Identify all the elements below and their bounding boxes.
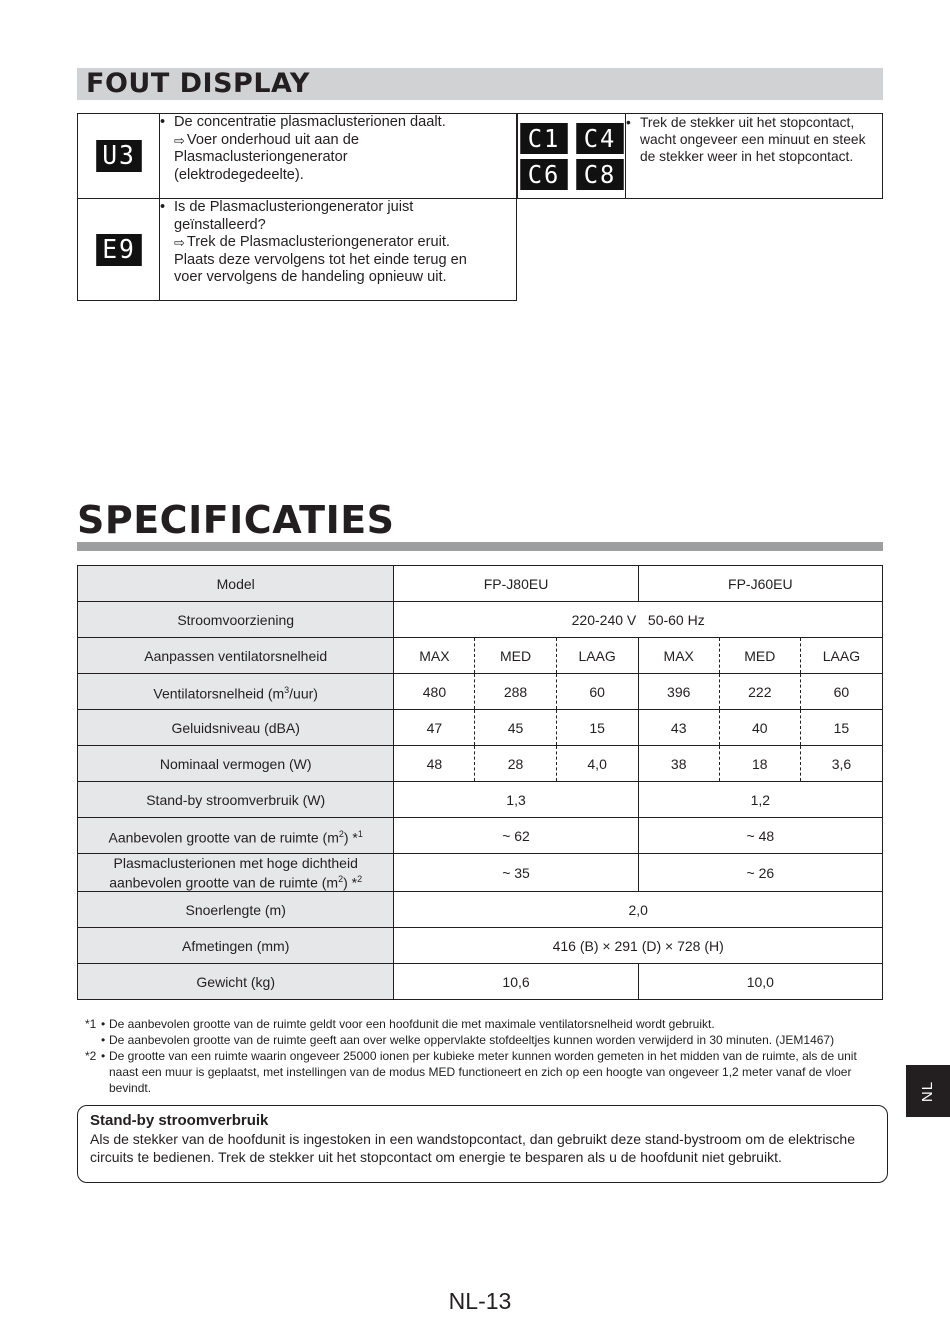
error-code-u3: U3 xyxy=(96,140,142,172)
error-code-c1: C1 xyxy=(520,123,568,154)
error-code-e9: E9 xyxy=(96,234,142,266)
error-description-e9: • Is de Plasmaclusteriongenerator juist geïnstalleerd? ⇨ Trek de Plasmaclusteriongenerator eruit. Plaats deze vervolgens tot het einde terug en voer vervolgens de handeling opnieuw uit. xyxy=(160,199,517,301)
language-tab: NL xyxy=(906,1065,950,1117)
spec-row-noise: Geluidsniveau (dBA) 47 45 15 43 40 15 xyxy=(78,710,883,746)
standby-info-title: Stand-by stroomverbruik xyxy=(90,1112,269,1129)
error-description-c-codes: • Trek de stekker uit het stopcontact, wacht ongeveer een minuut en steek de stekker weer in het stopcontact. xyxy=(626,114,883,199)
specificaties-title: SPECIFICATIES xyxy=(77,498,395,542)
fout-display-title: FOUT DISPLAY xyxy=(86,68,310,99)
spec-row-rated-power: Nominaal vermogen (W) 48 28 4,0 38 18 3,6 xyxy=(78,746,883,782)
error-codes-cell xyxy=(518,114,626,199)
error-table-left xyxy=(77,113,517,301)
footnotes xyxy=(85,1016,885,1096)
error-code-cell xyxy=(78,114,160,199)
fout-display-header xyxy=(77,68,883,100)
error-code-c6: C6 xyxy=(520,159,568,190)
arrow-icon: ⇨ xyxy=(174,235,185,250)
spec-row-cord-length: Snoerlengte (m) 2,0 xyxy=(78,892,883,928)
spec-row-weight: Gewicht (kg) 10,6 10,0 xyxy=(78,964,883,1000)
spec-row-standby: Stand-by stroomverbruik (W) 1,3 1,2 xyxy=(78,782,883,818)
page-number: NL-13 xyxy=(448,1288,512,1314)
standby-info-text: Als de stekker van de hoofdunit is ingestoken in een wandstopcontact, dan gebruikt deze stand-bystroom om de elektrische circuits te bedienen. Trek de stekker uit het stopcontact om energie te besparen als u de hoofdunit niet gebruikt. xyxy=(90,1131,856,1165)
spec-row-room-size-high-density: Plasmaclusterionen met hoge dichtheid aanbevolen grootte van de ruimte $(m^2)$ *$^2$ ~ 35 ~ 26 xyxy=(78,854,883,892)
error-description-u3: • De concentratie plasmaclusterionen daalt. ⇨ Voer onderhoud uit aan de Plasmaclusteriongenerator (elektrodegedeelte). xyxy=(160,114,517,199)
spec-row-dimensions: Afmetingen (mm) 416 (B) × 291 (D) × 728 (H) xyxy=(78,928,883,964)
footnote-2: *2 • De grootte van een ruimte waarin ongeveer 25000 ionen per kubieke meter kunnen worden gemeten in het midden van de ruimte, als de unit naast een muur is geplaatst, met instellingen van de modus MED functioneert en zich op een hoogte van ongeveer 1,2 meter vanaf de vloer bevindt. xyxy=(85,1049,857,1095)
spec-table xyxy=(77,565,883,1000)
spec-row-model: Model FP-J80EU FP-J60EU xyxy=(78,566,883,602)
error-code-cell xyxy=(78,199,160,301)
spec-row-fan-speed: Ventilatorsnelheid $(m^3/uur)$ 480 288 60 396 222 60 xyxy=(78,674,883,710)
standby-info-box xyxy=(77,1105,888,1183)
spec-row-power-supply: Stroomvoorziening 220-240 V 50-60 Hz xyxy=(78,602,883,638)
footnote-1a: *1 • De aanbevolen grootte van de ruimte geldt voor een hoofdunit die met maximale ventilatorsnelheid wordt gebruikt. xyxy=(85,1017,715,1031)
error-code-c4: C4 xyxy=(576,123,624,154)
spec-row-fan-setting: Aanpassen ventilatorsnelheid MAX MED LAAG MAX MED LAAG xyxy=(78,638,883,674)
error-table-right xyxy=(517,113,883,199)
error-code-c8: C8 xyxy=(576,159,624,190)
spec-row-room-size: Aanbevolen grootte van de ruimte $(m^2)$ *$^1$ ~ 62 ~ 48 xyxy=(78,818,883,854)
title-rule xyxy=(77,542,883,551)
arrow-icon: ⇨ xyxy=(174,132,185,148)
footnote-1b: • De aanbevolen grootte van de ruimte geeft aan over welke oppervlakte stofdeeltjes kunnen worden verwijderd in 30 minuten. (JEM1467) xyxy=(101,1033,835,1047)
